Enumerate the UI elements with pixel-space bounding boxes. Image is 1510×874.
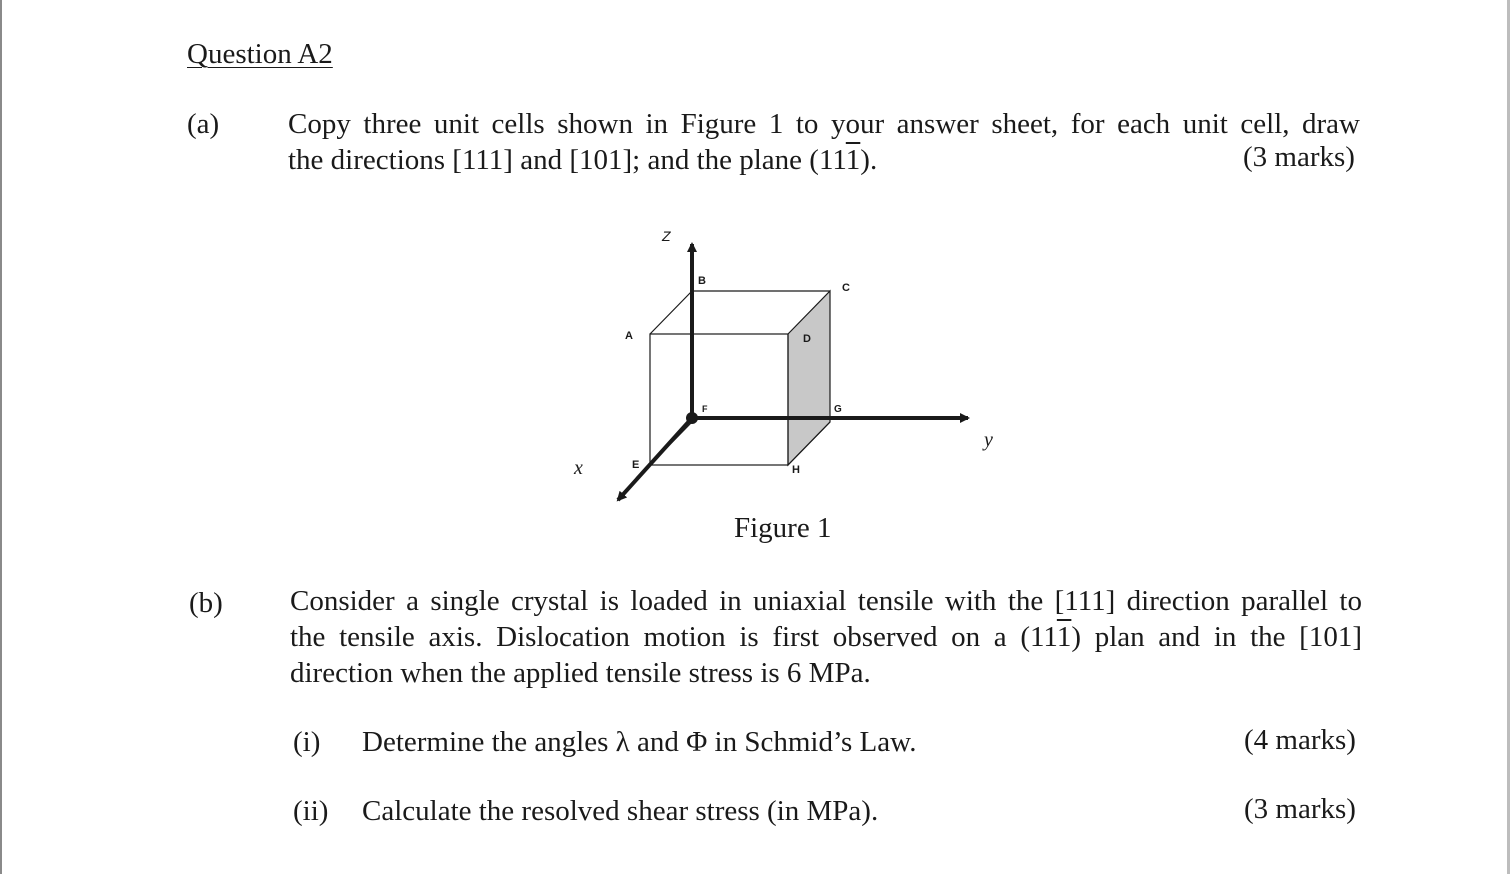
part-a-text — [288, 106, 1360, 178]
part-a-line-1: Copy three unit cells shown in Figure 1 to your answer sheet, for each unit cell, draw — [288, 108, 1360, 140]
origin-dot — [686, 412, 698, 424]
part-a-line-2: the directions [111] and [101]; and the plane (111). — [288, 144, 878, 176]
unit-cell-figure — [560, 220, 1020, 520]
part-a-marks: (3 marks) — [1243, 141, 1355, 173]
point-label-b: B — [698, 275, 706, 287]
axis-label-x: x — [574, 457, 583, 479]
point-label-g: G — [834, 404, 842, 415]
sub-i-text: Determine the angles λ and Φ in Schmid’s Law. — [362, 726, 917, 758]
sub-i-marks: (4 marks) — [1244, 724, 1356, 756]
point-label-a: A — [625, 330, 633, 342]
part-b-text — [290, 583, 1362, 691]
sub-ii-text: Calculate the resolved shear stress (in MPa). — [362, 795, 879, 827]
unit-cell-diagram — [560, 220, 1020, 520]
shaded-face — [788, 291, 830, 465]
point-label-f: F — [702, 404, 708, 414]
edge-ab — [650, 291, 692, 334]
point-label-e: E — [632, 459, 640, 471]
point-label-h: H — [792, 464, 800, 476]
overbar-digit: 1 — [1056, 621, 1072, 653]
sub-ii-label: (ii) — [293, 795, 329, 827]
point-label-c: C — [842, 282, 850, 294]
x-axis — [618, 418, 692, 500]
part-b-line-3: direction when the applied tensile stress is 6 MPa. — [290, 657, 871, 689]
axis-label-z: Z — [662, 228, 671, 244]
point-label-d: D — [803, 333, 811, 345]
overbar-digit: 1 — [845, 144, 861, 176]
part-a-label: (a) — [187, 108, 220, 140]
sub-ii-marks: (3 marks) — [1244, 793, 1356, 825]
part-b-line-1: Consider a single crystal is loaded in uniaxial tensile with the [111] direction parallel to — [290, 585, 1362, 617]
front-face — [650, 334, 788, 465]
axis-label-y: y — [984, 429, 993, 451]
figure-caption: Figure 1 — [734, 512, 832, 544]
part-b-line-2: the tensile axis. Dislocation motion is first observed on a (111) plan and in the [101] — [290, 621, 1362, 653]
question-title: Question A2 — [187, 38, 333, 70]
page-left-border — [0, 0, 2, 874]
part-b-label: (b) — [189, 587, 223, 619]
sub-i-label: (i) — [293, 726, 321, 758]
